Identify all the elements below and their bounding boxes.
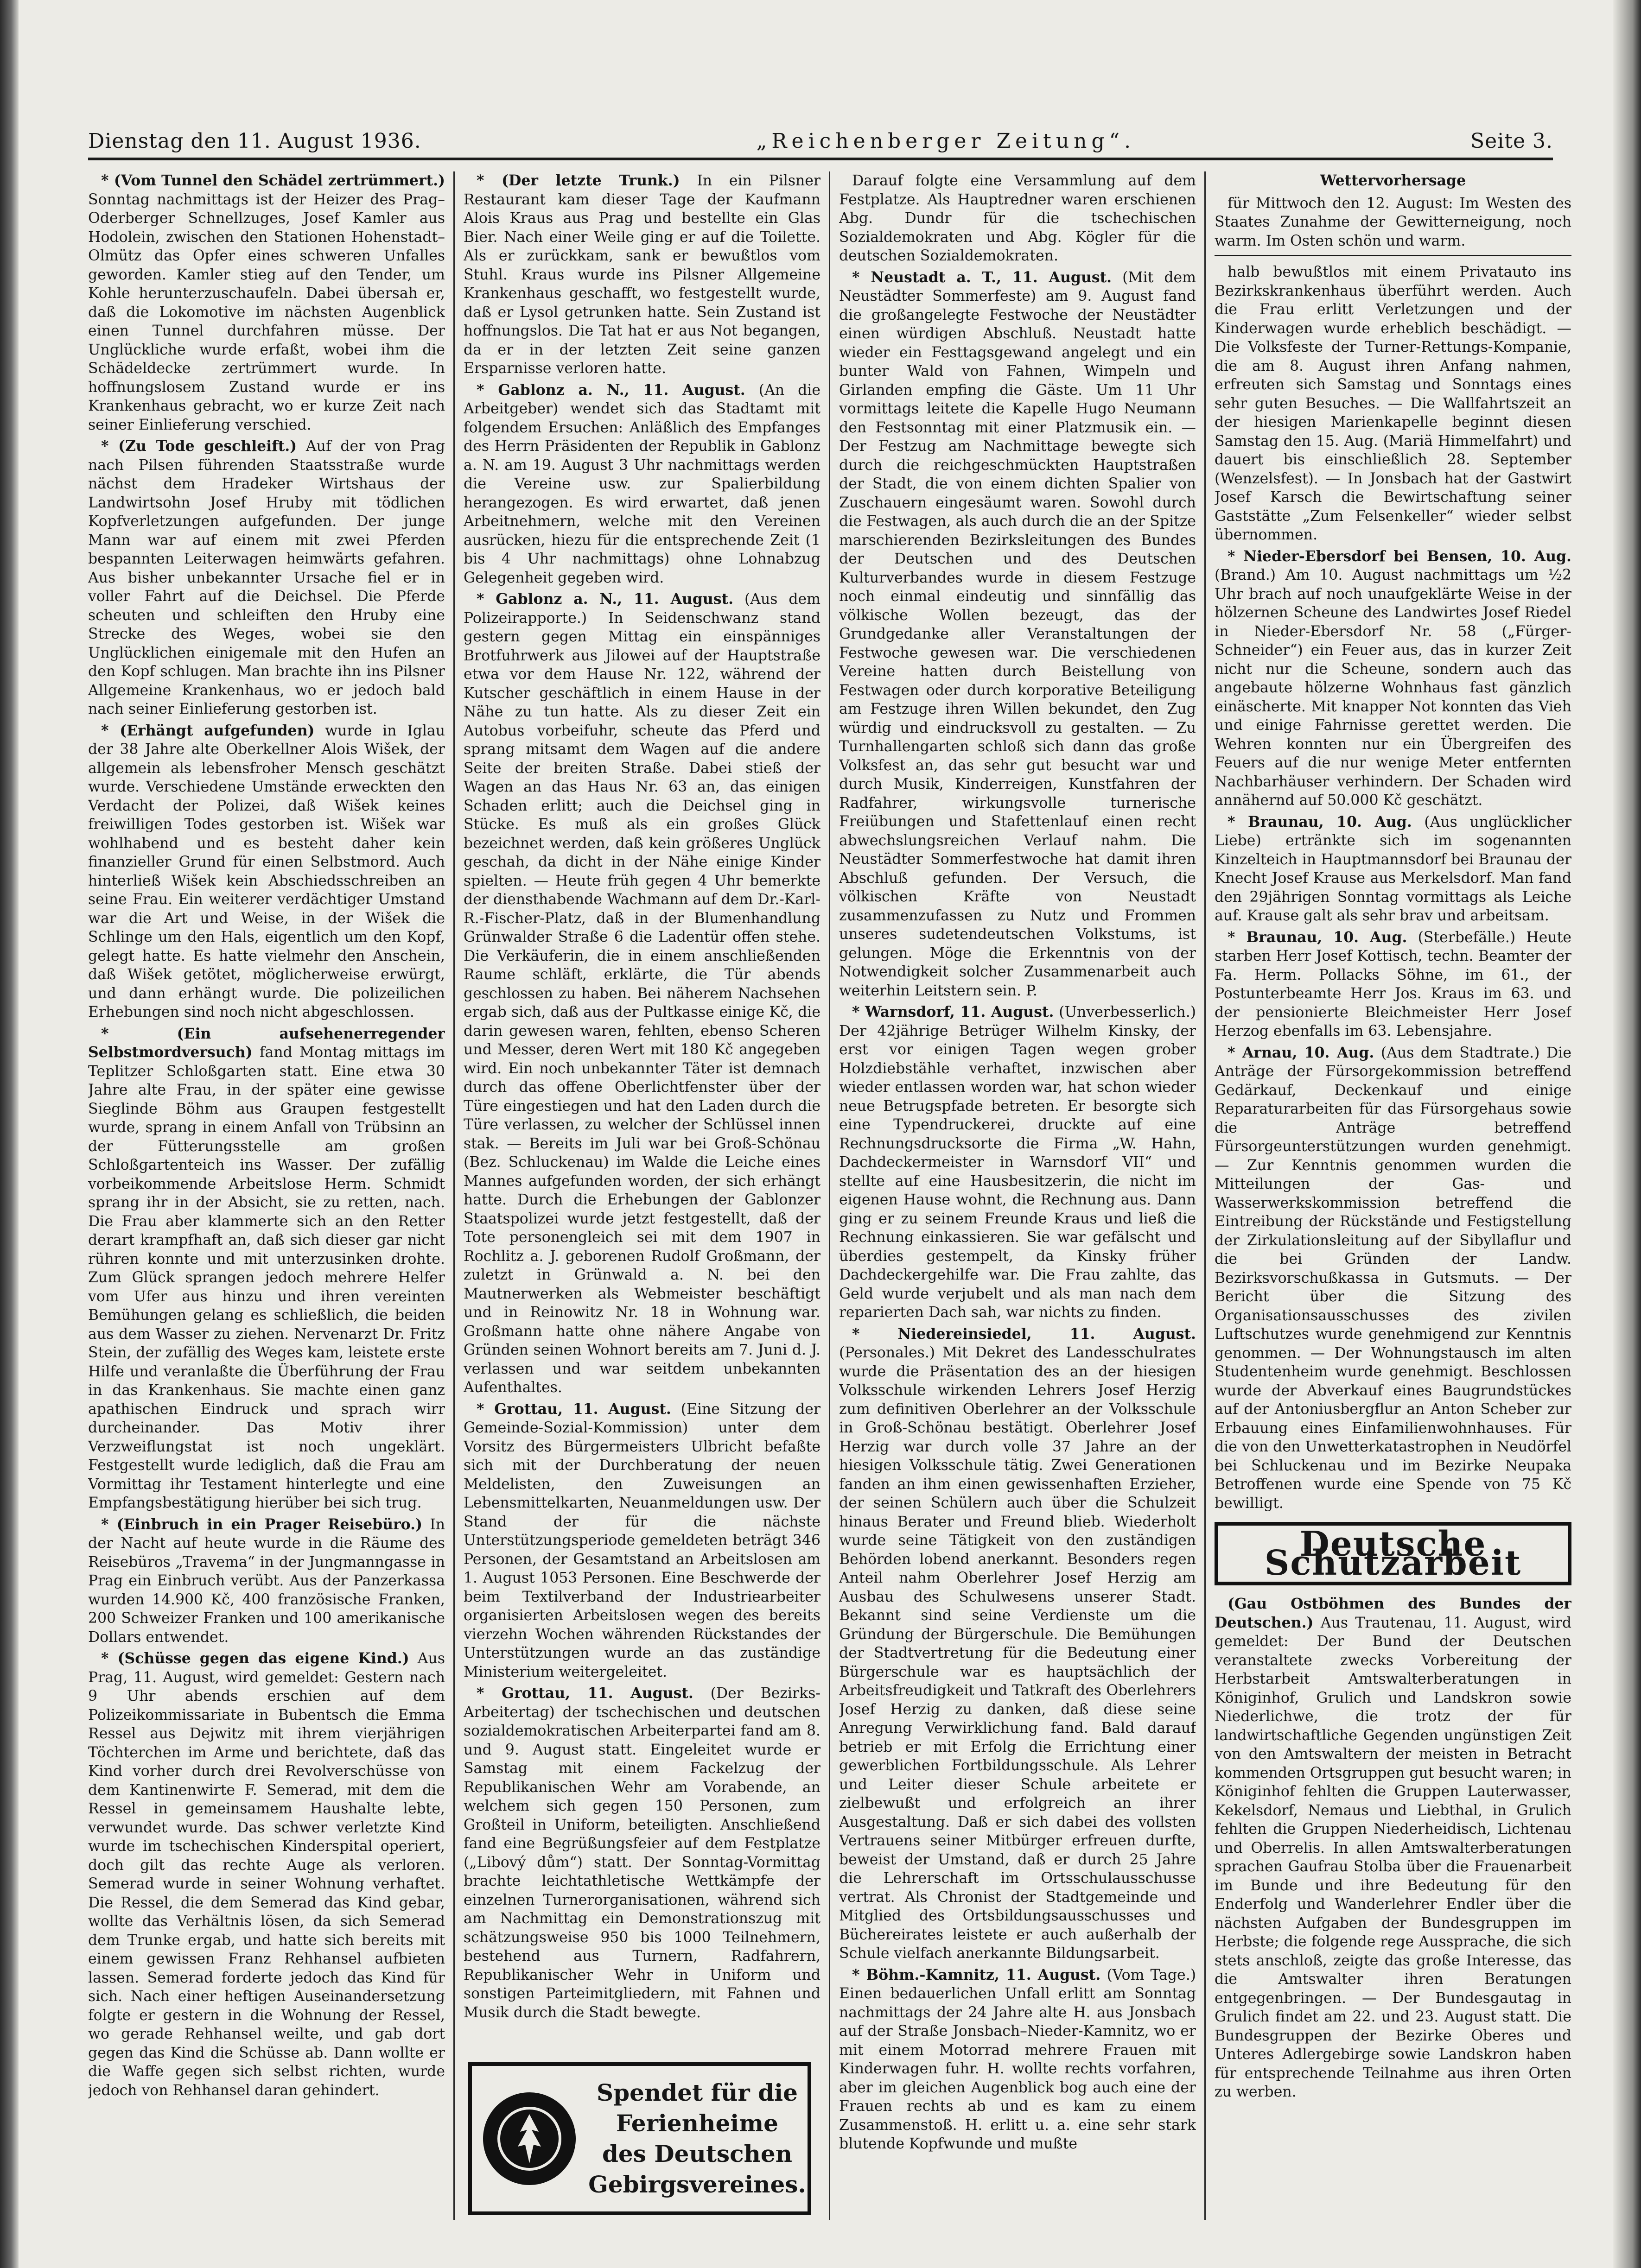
article bbox=[88, 437, 445, 719]
article-body: (Mit dem Neustädter Sommerfeste) am 9. August fand die großangelegte Festwoche der Neustädter einen würdigen Abschluß. Neustadt hatte wieder ein Festtagsgewand angelegt und ein bunter Wald von Fahnen, Wimpeln und Girlanden empfing die Gäste. Um 11 Uhr vormittags leitete die Kapelle Hugo Neumann den Festsonntag mit einer Platzmusik ein. — Der Festzug am Nachmittage bewegte sich durch die reichgeschmückten Hauptstraßen der Stadt, die von einem dichten Spalier von Zuschauern eingesäumt waren. Sowohl durch die Festwagen, als auch durch die an der Spitze marschierenden Bezirksleitungen des Bundes der Deutschen und des Deutschen Kulturverbandes wurde in diesem Festzuge noch einmal eindeutig und sinnfällig das völkische Wollen bezeugt, das der Grundgedanke aller Veranstaltungen der Festwoche gewesen war. Die verschiedenen Vereine hatten durch Beistellung von Festwagen oder durch korporative Beteiligung am Festzuge ihren Willen bekundet, den Zug würdig und eindrucksvoll zu gestalten. — Zu Turnhallengarten schloß sich dann das große Volksfest an, das sehr gut besucht war und durch Musik, Kinderreigen, Kunstfahren der Radfahrer, wirkungsvolle turnerische Freiübungen und Stafettenlauf einen recht abwechslungsreichen Verlauf nahm. Die Neustädter Sommerfestwoche hat damit ihren Abschluß gefunden. Der Versuch, die völkischen Kräfte von Neustadt zusammenzufassen zu Nutz und Frommen unseres sudetendeutschen Volkstums, ist gelungen. Möge die Erkenntnis von der Notwendigkeit solcher Zusammenarbeit auch weiterhin Leitstern sein. P. bbox=[839, 269, 1196, 999]
newspaper-page bbox=[60, 120, 1571, 2234]
section-rule bbox=[1215, 255, 1571, 256]
article-head: * (Zu Tode geschleift.) bbox=[101, 437, 297, 455]
article-body: (Personales.) Mit Dekret des Landesschulrates wurde die Präsentation des an der hiesigen Volksschule wirkenden Lehrers Josef Herzig zum definitiven Oberlehrer an der Volksschule in Groß-Schönau bestätigt. Oberlehrer Josef Herzig war durch volle 37 Jahre an der hiesigen Volksschule tätig. Zwei Generationen fanden an ihm einen gewissenhaften Erzieher, der seinen Schülern auch über die Schulzeit hinaus Berater und Freund blieb. Wiederholt wurde seine Tätigkeit von den zuständigen Behörden lobend anerkannt. Besonders regen Anteil nahm Oberlehrer Josef Herzig am Ausbau des Schulwesens unserer Stadt. Bekannt sind seine Verdienste um die Gründung der Bürgerschule. Die Bemühungen der Stadtvertretung für die Bedeutung einer Bürgerschule war es hauptsächlich der Arbeitsfreudigkeit und Tatkraft des Oberlehrers Josef Herzig zu danken, daß diese seine Anregung Verwirklichung fand. Bald darauf betrieb er mit Erfolg die Errichtung einer gewerblichen Fortbildungsschule. Als Lehrer und Leiter dieser Schule arbeitete er zielbewußt und erfolgreich an ihrer Ausgestaltung. Daß er sich dabei des vollsten Vertrauens seiner Mitbürger erfreuen durfte, beweist der Umstand, daß er durch 25 Jahre die Lehrerschaft im Ortsschulausschusse vertrat. Als Chronist der Stadtgemeinde und Mitglied des Ortsbildungsausschusses und Büchereirates leistete er auch außerhalb der Schule vielfach anerkannte Bildungsarbeit. bbox=[839, 1344, 1196, 1962]
article bbox=[1215, 1595, 1571, 2102]
article-body: (Eine Sitzung der Gemeinde-Sozial-Kommission) unter dem Vorsitz des Bürgermeisters Ulbricht befaßte sich mit der Durchberatung der neuen Meldelisten, den Zuweisungen an Lebensmittelkarten, Neuanmeldungen usw. Der Stand der für die nächste Unterstützungsperiode gemeldeten beträgt 346 Personen, der Gesamtstand an Arbeitslosen am 1. August 1053 Personen. Eine Beschwerde der beim Textilverband der Industriearbeiter organisierten Arbeitslosen wegen des bereits vierzehn Wochen währenden Rückstandes der Unterstützungen wurde an das zuständige Ministerium weitergeleitet. bbox=[464, 1400, 820, 1680]
ad-line: Ferienheime bbox=[616, 2110, 778, 2137]
article-head: * Nieder-Ebersdorf bei Bensen, 10. Aug. bbox=[1228, 547, 1571, 565]
article bbox=[464, 1684, 820, 2022]
article-head: * Gablonz a. N., 11. August. bbox=[477, 590, 734, 608]
gebirgsverein-emblem-icon bbox=[483, 2092, 576, 2185]
schutzarbeit-banner: Deutsche Schutzarbeit bbox=[1215, 1522, 1571, 1585]
article-body: (Brand.) Am 10. August nachmittags um ½2 Uhr brach auf noch unaufgeklärte Weise in der hölzernen Scheune des Landwirtes Josef Riedel in Nieder-Ebersdorf Nr. 58 („Fürger-Schneider“) ein Feuer aus, das in kurzer Zeit nicht nur die Scheune, sondern auch das angebaute hölzerne Wohnhaus fast gänzlich einäscherte. Mit knapper Not konnten das Vieh und einige Fahrnisse gerettet werden. Die Wehren konnten nur ein Übergreifen des Feuers auf die nur wenige Meter entfernten Nachbarhäuser verhindern. Der Schaden wird annähernd auf 50.000 Kč geschätzt. bbox=[1215, 567, 1571, 809]
article-body: Auf der von Prag nach Pilsen führenden Staatsstraße wurde nächst dem Hradeker Wirtshaus der Landwirtsohn Josef Hruby mit tödlichen Kopfverletzungen aufgefunden. Der junge Mann war auf einem mit zwei Pferden bespannten Leiterwagen heimwärts gefahren. Aus bisher unbekannter Ursache fiel er in voller Fahrt auf die Deichsel. Die Pferde scheuten und schleiften den Hruby eine Strecke des Weges, wobei sie den Unglücklichen einigemale mit den Hufen an den Kopf schlugen. Man brachte ihn ins Pilsner Allgemeine Krankenhaus, wo er jedoch bald nach seiner Einlieferung gestorben ist. bbox=[88, 438, 445, 717]
page-edge-left bbox=[0, 0, 19, 2268]
ad-text bbox=[587, 2078, 808, 2200]
article-body: (Vom Tage.) Einen bedauerlichen Unfall erlitt am Sonntag nachmittags der 24 Jahre alte H. aus Jonsbach auf der Straße Jonsbach–Nieder-Kamnitz, wo er mit einem Motorrad mehrere Frauen mit Kinderwagen fuhr. H. wollte rechts vorfahren, aber im gleichen Augenblick bog auch eine der Frauen rechts ab und es kam zu einem Zusammenstoß. H. erlitt u. a. eine sehr stark blutende Kopfwunde und mußte bbox=[839, 1966, 1196, 2152]
article bbox=[464, 1400, 820, 1682]
article-head: * Grottau, 11. August. bbox=[477, 1685, 693, 1702]
article-body: (Aus dem Stadtrate.) Die Anträge der Fürsorgekommission betreffend Gedärkauf, Deckenkauf und einige Reparaturarbeiten für das Fürsorgehaus sowie die Anträge betreffend Fürsorgeunterstützungen wurden genehmigt. — Zur Kenntnis genommen wurden die Mitteilungen der Gas- und Wasserwerkskommission betreffend die Eintreibung der Rückstände und Festigstellung der Zirkulationsleitung auf der Sibyllaflur und die bei Gründen der Landw. Bezirksvorschußkassa in Gutsmuts. — Der Bericht über die Sitzung des Organisationsausschusses des zivilen Luftschutzes wurde genehmigend zur Kenntnis genommen. — Der Wohnungstausch im alten Studentenheim wurde genehmigt. Beschlossen wurde der Abverkauf eines Baugrundstückes auf der Antoniusbergflur an Anton Scheber zur Erbauung eines Einfamilienwohnhauses. Für die von den Unwetterkatastrophen in Neudörfel bei Schluckenau und im Bezirke Neupaka Betroffenen wurde eine Spende von 75 Kč bewilligt. bbox=[1215, 1044, 1571, 1512]
header-date: Dienstag den 11. August 1936. bbox=[88, 129, 421, 153]
article bbox=[839, 1325, 1196, 1963]
article-body: (Unverbesserlich.) Der 42jährige Betrüger Wilhelm Kinsky, der erst vor einigen Tagen wegen grober Holzdiebstähle verhaftet, inzwischen aber wieder entlassen worden war, hat schon wieder neue Betrugspfade betreten. Er besorgte sich eine Typendruckerei, druckte auf eine Rechnungsdrucksorte die Firma „W. Hahn, Dachdeckermeister in Warnsdorf VII“ und stellte auf eine Hausbesitzerin, die nicht im eigenen Hause wohnt, die Rechnung aus. Dann ging er zu seinem Freunde Kraus und ließ die Rechnung einkassieren. Sie war gefälscht und überdies gestempelt, da Kinsky früher Dachdeckergehilfe war. Die Frau zahlte, das Geld wurde verjubelt und als man nach dem reparierten Dach sah, war nichts zu finden. bbox=[839, 1004, 1196, 1321]
article bbox=[88, 1025, 445, 1513]
article-body: (Aus unglücklicher Liebe) ertränkte sich im sogenannten Kinzelteich in Hauptmannsdorf bei Braunau der Knecht Josef Krause aus Merkelsdorf. Man fand den 29jährigen Sonntag vormittags als Leiche auf. Krause galt als sehr brav und arbeitsam. bbox=[1215, 813, 1571, 924]
column-rule bbox=[453, 171, 455, 2220]
article-head: * (Erhängt aufgefunden) bbox=[101, 722, 315, 739]
article-body: (An die Arbeitgeber) wendet sich das Stadtamt mit folgendem Ersuchen: Anläßlich des Empfanges des Herrn Präsidenten der Republik in Gablonz a. N. am 19. August 3 Uhr nachmittags werden die Vereine usw. zur Spalierbildung herangezogen. Es wird erwartet, daß jenen Arbeitnehmern, welche mit den Vereinen ausrücken, hiezu für die entsprechende Zeit (1 bis 4 Uhr nachmittags) ohne Lohnabzug Gelegenheit gegeben wird. bbox=[464, 381, 820, 586]
article-head: * Grottau, 11. August. bbox=[477, 1400, 671, 1418]
article-body: (Der Bezirks-Arbeitertag) der tschechischen und deutschen sozialdemokratischen Arbeiterpartei fand am 8. und 9. August statt. Eingeleitet wurde er Samstag mit einem Fackelzug der Republikanischen Wehr am Vorabende, an welchem sich gegen 150 Personen, zum Großteil in Uniform, beteiligten. Anschließend fand eine Begrüßungsfeier auf dem Festplatze („Libový dům“) statt. Der Sonntag-Vormittag brachte leichtathletische Wettkämpfe der einzelnen Turnerorganisationen, während sich am Nachmittag ein Demonstrationszug mit schätzungsweise 950 bis 1000 Teilnehmern, bestehend aus Turnern, Radfahrern, Republikanischer Wehr in Uniform und sonstigen Parteimitgliedern, mit Fahnen und Musik durch die Stadt bewegte. bbox=[464, 1685, 820, 2021]
column-rule bbox=[1204, 171, 1206, 2220]
article-head: * Neustadt a. T., 11. August. bbox=[852, 268, 1112, 286]
column-1 bbox=[88, 171, 445, 2220]
article bbox=[1215, 547, 1571, 810]
article bbox=[839, 171, 1196, 266]
article-head: * Böhm.-Kamnitz, 11. August. bbox=[852, 1966, 1101, 1983]
article bbox=[1215, 928, 1571, 1041]
article-head: * (Schüsse gegen das eigene Kind.) bbox=[101, 1650, 409, 1667]
article bbox=[1215, 813, 1571, 925]
ad-line: Spendet für die bbox=[597, 2079, 798, 2106]
article-body: Aus Trautenau, 11. August, wird gemeldet: Der Bund der Deutschen veranstaltete zwecks Vorbereitung der Herbstarbeit Amtswalterberatungen in Königinhof, Grulich und Landskron sowie Niederlichwe, die trotz der für landwirtschaftliche Gegenden ungünstigen Zeit von den Amtswaltern der meisten in Betracht kommenden Ortsgruppen gut besucht waren; in Königinhof fehlten die Gruppen Lauterwasser, Kekelsdorf, Nemaus und Liebthal, in Grulich fehlten die Gruppen Niederheidisch, Lichtenau und Oberrelis. In allen Amtswalterberatungen sprachen Gaufrau Stolba über die Frauenarbeit im Bunde und ihre Bedeutung für den Enderfolg und Wanderlehrer Endler über die nächsten Aufgaben der Bundesgruppen im Herbste; die folgende rege Aussprache, die sich stets anschloß, zeigte das große Interesse, das die Amtswalter ihren Beratungen entgegenbringen. — Der Bundesgautag in Grulich findet am 22. und 23. August statt. Die Bundesgruppen der Bezirke Oberes und Unteres Adlergebirge sowie Landskron haben für entsprechende Teilnahme aus ihren Orten zu werben. bbox=[1215, 1614, 1571, 2100]
article-body: wurde in Iglau der 38 Jahre alte Oberkellner Alois Wišek, der allgemein als lebensfroher Mensch geschätzt wurde. Verschiedene Umstände erweckten den Verdacht der Polizei, daß Wišek keines freiwilligen Todes gestorben ist. Wišek war wohlhabend und es besteht daher kein finanzieller Grund für einen Selbstmord. Auch hinterließ Wišek kein Abschiedsschreiben an seine Frau. Ein weiterer verdächtiger Umstand war die Art und Weise, in der Wišek die Schlinge um den Hals, eigentlich um den Kopf, gelegt hatte. Es hatte vielmehr den Anschein, daß Wišek getötet, möglicherweise erwürgt, und dann erhängt wurde. Die polizeilichen Erhebungen sind noch nicht abgeschlossen. bbox=[88, 722, 445, 1020]
column-4-articles bbox=[1215, 263, 1571, 1513]
article-body: In der Nacht auf heute wurde in die Räume des Reisebüros „Travema“ in der Jungmanngasse in Prag ein Einbruch verübt. Aus der Panzerkassa wurden 14.900 Kč, 400 französische Franken, 200 Schweizer Franken und 100 amerikanische Dollars entwendet. bbox=[88, 1516, 445, 1646]
article bbox=[839, 1003, 1196, 1322]
ferienheime-advertisement bbox=[468, 2062, 811, 2215]
header-rule bbox=[88, 158, 1553, 160]
ad-line: des Deutschen bbox=[602, 2140, 793, 2167]
page-edge-right bbox=[1613, 0, 1641, 2268]
article-head: * Warnsdorf, 11. August. bbox=[852, 1003, 1054, 1020]
article bbox=[839, 1966, 1196, 2154]
article bbox=[88, 1515, 445, 1647]
article-head: * Gablonz a. N., 11. August. bbox=[477, 381, 745, 399]
article-head: * Arnau, 10. Aug. bbox=[1228, 1044, 1374, 1061]
article-head: * Braunau, 10. Aug. bbox=[1228, 928, 1407, 946]
article bbox=[464, 171, 820, 378]
article-head: (Gau Ostböhmen des Bundes der Deutschen.) bbox=[1215, 1595, 1571, 1631]
article-body: (Aus dem Polizeirapporte.) In Seidenschwanz stand gestern gegen Mittag ein einspänniges Brotfuhrwerk aus Jilowei auf der Hauptstraße etwa vor dem Hause Nr. 122, während der Kutscher geschäftlich in einem Hause in der Nähe zu tun hatte. Als zu dieser Zeit ein Autobus vorbeifuhr, scheute das Pferd und sprang mitsamt dem Wagen auf die andere Seite der breiten Straße. Dabei stieß der Wagen an das Haus Nr. 63 an, das einigen Schaden erlitt; auch die Deichsel ging in Stücke. Es muß als ein großes Glück bezeichnet werden, daß kein größeres Unglück geschah, da dicht in der Nähe einige Kinder spielten. — Heute früh gegen 4 Uhr bemerkte der diensthabende Wachmann auf dem Dr.-Karl-R.-Fischer-Platz, daß in der Blumenhandlung Grünwalder Straße 6 die Ladentür offen stehe. Die Verkäuferin, die in einem anschließenden Raume schläft, erklärte, die Tür abends geschlossen zu haben. Bei näherem Nachsehen ergab sich, daß aus der Pultkasse einige Kč, die darin gewesen waren, fehlten, ebenso Scheren und Messer, deren Wert mit 180 Kč angegeben wird. Ein noch unbekannter Täter ist demnach durch das offene Oberlichtfenster über der Türe eingestiegen und hat den Laden durch die Türe verlassen, zu welcher der Schlüssel innen stak. — Bereits im Juli war bei Groß-Schönau (Bez. Schluckenau) im Walde die Leiche eines Mannes aufgefunden worden, der sich erhängt hatte. Durch die Erhebungen der Gablonzer Staatspolizei wurde jetzt festgestellt, daß der Tote personengleich sei mit dem 1907 in Rochlitz a. J. geborenen Rudolf Großmann, der zuletzt in Grünwald a. N. bei den Mautnerwerken als Webmeister beschäftigt und in Reinowitz Nr. 18 in Wohnung war. Großmann hatte ohne nähere Angabe von Gründen seinen Wohnort bereits am 7. Juni d. J. verlassen und war seitdem unbekannten Aufenthaltes. bbox=[464, 591, 820, 1396]
column-rule bbox=[829, 171, 830, 2220]
article-body: Aus Prag, 11. August, wird gemeldet: Gestern nach 9 Uhr abends erschien auf dem Polizeikommissariate in Bubentsch die Emma Ressel aus Dejwitz mit ihrem vierjährigen Töchterchen im Arme und berichtete, daß das Kind vorher durch drei Revolverschüsse von dem Kantinenwirte F. Semerad, mit dem die Ressel in gemeinsamem Haushalte lebte, verwundet wurde. Das schwer verletzte Kind wurde im tschechischen Kinderspital operiert, doch gilt das rechte Auge als verloren. Semerad wurde in seiner Wohnung verhaftet. Die Ressel, die dem Semerad das Kind gebar, wollte das Verhältnis lösen, da sich Semerad dem Trunke ergab, und hatte sich bereits mit einem gewissen Franz Rehhansel aufbieten lassen. Semerad forderte jedoch das Kind für sich. Nach einer heftigen Auseinandersetzung folgte er gestern in die Wohnung der Ressel, wo gerade Rehhansel weilte, und gab dort gegen das Kind die Schüsse ab. Dann wollte er die Waffe gegen sich selbst richten, wurde jedoch von Rehhansel daran gehindert. bbox=[88, 1650, 445, 2099]
article bbox=[839, 268, 1196, 1001]
article bbox=[88, 1649, 445, 2100]
column-3 bbox=[839, 171, 1196, 2220]
article bbox=[88, 171, 445, 434]
article-body: (Sterbefälle.) Heute starben Herr Josef Kottisch, techn. Beamter der Fa. Herm. Pollacks Söhne, im 61., der Postunterbeamte Herr Jos. Kraus im 63. und der pensionierte Bleichmeister Herr Josef Herzog ebenfalls im 63. Lebensjahre. bbox=[1215, 929, 1571, 1039]
header-title: „Reichenberger Zeitung“. bbox=[756, 129, 1136, 153]
article-body: Sonntag nachmittags ist der Heizer des Prag–Oderberger Schnellzuges, Josef Kamler aus Hodolein, zwischen den Stationen Hohenstadt–Olmütz das Opfer eines schweren Unfalles geworden. Kamler stieg auf den Tender, um Kohle herunterzuschaufeln. Dabei übersah er, daß die Lokomotive im nächsten Augenblick einen Tunnel durchfahren müsse. Der Unglückliche wurde erfaßt, wobei ihm die Schädeldecke zertrümmert wurde. In hoffnungslosem Zustand wurde er ins Krankenhaus gebracht, wo er kurze Zeit nach seiner Einlieferung verschied. bbox=[88, 191, 445, 433]
weather-text: für Mittwoch den 12. August: Im Westen des Staates Zunahme der Gewitterneigung, noch warm. Im Osten schön und warm. bbox=[1215, 195, 1571, 249]
article bbox=[1215, 1044, 1571, 1513]
article-body: fand Montag mittags im Teplitzer Schloßgarten statt. Eine etwa 30 Jahre alte Frau, in der später eine gewisse Sieglinde Böhm aus Graupen festgestellt wurde, sprang in einem Anfall von Trübsinn an der Fütterungsstelle am großen Schloßgartenteich ins Wasser. Der zufällig vorbeikommende Arbeitslose Herm. Schmidt sprang ihr in der Absicht, sie zu retten, nach. Die Frau aber klammerte sich an den Retter derart krampfhaft an, daß sich dieser gar nicht rühren konnte und mit unterzusinken drohte. Zum Glück sprangen jedoch mehrere Helfer vom Ufer aus hinzu und ihren vereinten Bemühungen gelang es schließlich, die beiden aus dem Wasser zu ziehen. Nervenarzt Dr. Fritz Stein, der zufällig des Weges kam, leistete erste Hilfe und veranlaßte die Überführung der Frau in das Krankenhaus. Sie machte einen ganz apathischen Eindruck und sprach wirr durcheinander. Das Motiv ihrer Verzweiflungstat ist noch ungeklärt. Festgestellt wurde lediglich, daß die Frau am Vormittag ihr Testament hinterlegte und eine Empfangsbestätigung hierüber bei sich trug. bbox=[88, 1044, 445, 1511]
article bbox=[1215, 263, 1571, 545]
article-head: * (Der letzte Trunk.) bbox=[477, 172, 680, 189]
article-body: Darauf folgte eine Versammlung auf dem Festplatze. Als Hauptredner waren erschienen Abg. Dundr für die tschechischen Sozialdemokraten und Abg. Kögler für die deutschen Sozialdemokraten. bbox=[839, 172, 1196, 264]
article bbox=[464, 381, 820, 588]
ad-line: Gebirgsvereines. bbox=[588, 2171, 806, 2198]
article-body: halb bewußtlos mit einem Privatauto ins Bezirkskrankenhaus überführt werden. Auch die Frau erlitt Verletzungen und der Kinderwagen wurde erheblich beschädigt. — Die Volksfeste der Turner-Rettungs-Kompanie, die am 8. August ihren Anfang nahmen, erfreuten sich Samstag und Sonntags eines sehr guten Besuches. — Die Wallfahrtszeit an der hiesigen Marienkapelle beginnt diesen Samstag den 15. Aug. (Mariä Himmelfahrt) und dauert bis einschließlich 28. September (Wenzelsfest). — In Jonsbach hat der Gastwirt Josef Karsch die Bewirtschaftung seiner Gaststätte „Zum Felsenkeller“ wieder selbst übernommen. bbox=[1215, 264, 1571, 543]
column-2 bbox=[464, 171, 820, 2048]
header-page-number: Seite 3. bbox=[1470, 129, 1553, 153]
article-head: * Braunau, 10. Aug. bbox=[1228, 813, 1412, 830]
article bbox=[88, 722, 445, 1022]
page-header bbox=[88, 120, 1553, 153]
article-head: * Niedereinsiedel, 11. August. bbox=[852, 1325, 1196, 1343]
article-head: * (Vom Tunnel den Schädel zertrümmert.) bbox=[101, 172, 445, 189]
article-head: * (Einbruch in ein Prager Reisebüro.) bbox=[101, 1515, 422, 1533]
article-head: * (Ein aufsehenerregender Selbstmordversuch) bbox=[88, 1025, 445, 1061]
article-body: In ein Pilsner Restaurant kam dieser Tage der Kaufmann Alois Kraus aus Prag und bestellte ein Glas Bier. Nach einer Weile ging er auf die Toilette. Als er zurückkam, sank er bewußtlos vom Stuhl. Kraus wurde ins Pilsner Allgemeine Krankenhaus geschafft, wo festgestellt wurde, daß er Lysol getrunken hatte. Sein Zustand ist hoffnungslos. Die Tat hat er aus Not begangen, da er in der letzten Zeit seine ganzen Ersparnisse verloren hatte. bbox=[464, 172, 820, 377]
weather-title: Wettervorhersage bbox=[1320, 172, 1466, 189]
column-4 bbox=[1215, 171, 1571, 2220]
article bbox=[464, 590, 820, 1397]
